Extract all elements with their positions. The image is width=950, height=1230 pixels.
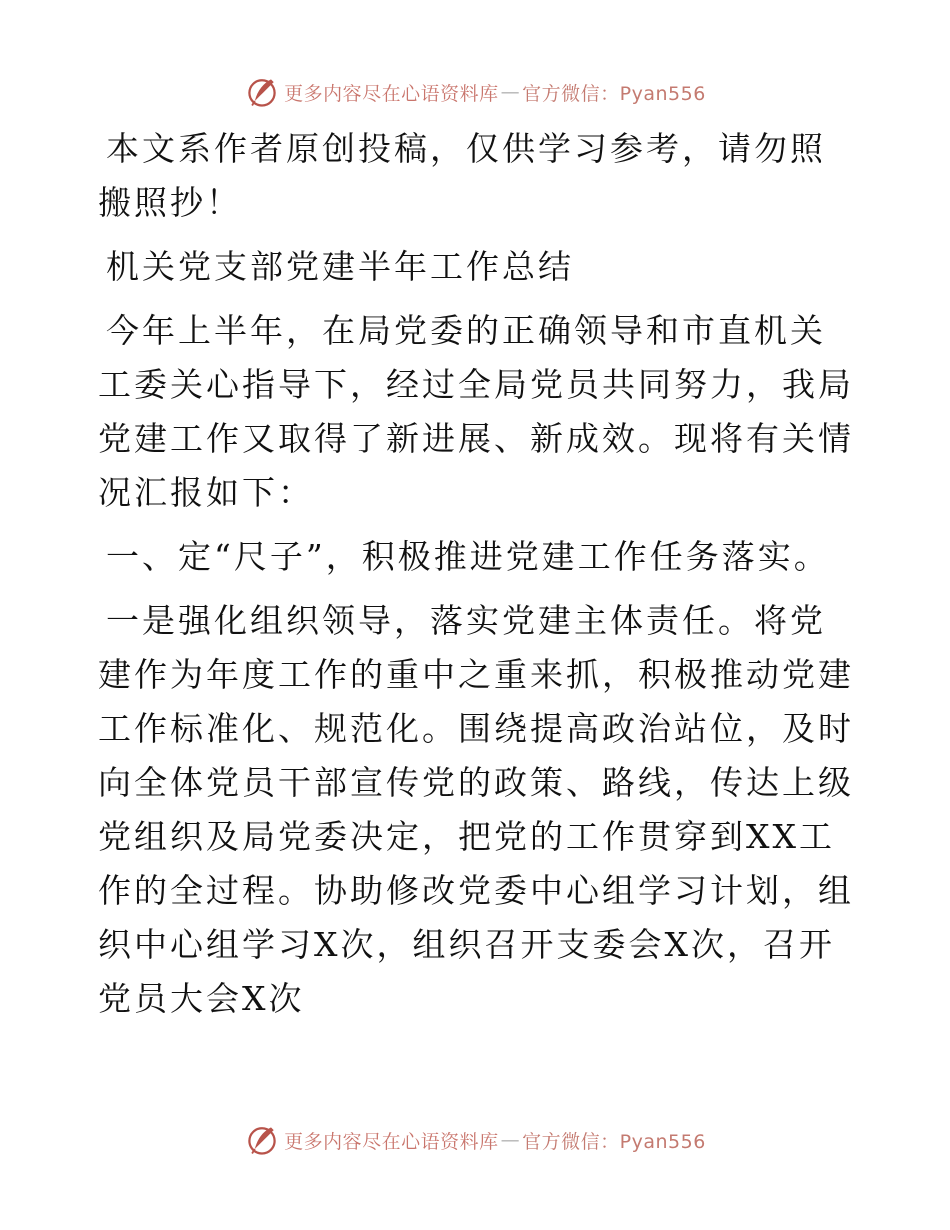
banner-text: 更多内容尽在心语资料库 [284,1130,499,1153]
banner-separator: — [500,1129,521,1151]
body-paragraph: 一是强化组织领导，落实党建主体责任。将党建作为年度工作的重中之重来抓，积极推动党建工作标准化、规范化。围绕提高政治站位，及时向全体党员干部宣传党的政策、路线，传达上级党组织及局党委决定，把党的工作贯穿到XX工作的全过程。协助修改党委中心组学习计划，组织中心组学习X次，组织召开支委会X次，召开党员大会X次 [98,601,854,1018]
feather-pen-logo-icon [244,1122,280,1158]
footer-watermark-banner [0,1120,950,1160]
intro-paragraph: 今年上半年，在局党委的正确领导和市直机关工委关心指导下，经过全局党员共同努力，我局党建工作又取得了新进展、新成效。现将有关情况汇报如下： [98,311,854,512]
header-watermark-banner [0,72,950,112]
document-title: 机关党支部党建半年工作总结 [106,247,574,286]
section-heading: 一、定“尺子”，积极推进党建工作任务落实。 [106,537,830,576]
banner-separator: — [500,81,521,103]
banner-wechat: 官方微信：Pyan556 [522,1130,706,1153]
feather-pen-logo-icon [244,74,280,110]
banner-wechat: 官方微信：Pyan556 [522,82,706,105]
disclaimer-paragraph: 本文系作者原创投稿，仅供学习参考，请勿照搬照抄！ [98,129,826,222]
banner-text: 更多内容尽在心语资料库 [284,82,499,105]
document-body [98,122,858,1036]
